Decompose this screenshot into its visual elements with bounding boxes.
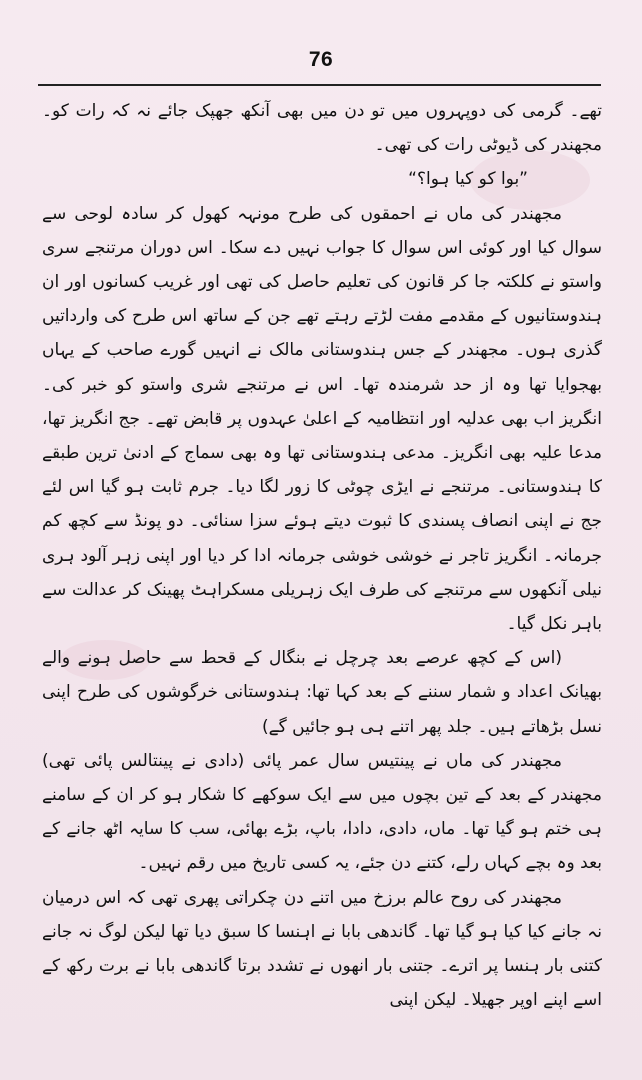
- paragraph: (اس کے کچھ عرصے بعد چرچل نے بنگال کے قحط سے حاصل ہونے والے بھیانک اعداد و شمار سننے کے بعد کہا تھا: ہندوستانی خرگوشوں کی طرح اپنی نسل بڑھاتے ہیں۔ جلد پھر اتنے ہی ہو جائیں گے): [42, 648, 602, 737]
- body-text: [42, 94, 602, 1017]
- paragraph: مجھندر کی ماں نے پینتیس سال عمر پائی (دادی نے پینتالس پائی تھی) مجھندر کے بعد کے تین بچوں میں سے ایک سوکھے کا شکار ہو کر ان کے سامنے ہی ختم ہو گیا تھا۔ ماں، دادی، دادا، باپ، بڑے بھائی، سب کا سایہ اٹھ جانے کے بعد وہ بچے کہاں رلے، کتنے دن جئے، یہ کسی تاریخ میں رقم نہیں۔: [42, 750, 602, 874]
- dialogue-line: ”بوا کو کیا ہوا؟“: [408, 169, 528, 190]
- paragraph: مجھندر کی روح عالم برزخ میں اتنے دن چکراتی پھری تھی کہ اس درمیان نہ جانے کیا کیا ہو گیا تھا۔ گاندھی بابا نے اہنسا کا سبق دیا تھا لیکن لوگ نہ جانے کتنی بار ہنسا پر اترے۔ جتنی بار انھوں نے تشدد برتا گاندھی بابا نے برت رکھ کے اسے اپنے اوپر جھیلا۔ لیکن اپنی: [42, 887, 602, 1011]
- paragraph: تھے۔ گرمی کی دوپہروں میں تو دن میں بھی آنکھ جھپک جائے نہ کہ رات کو۔ مجھندر کی ڈیوٹی رات کی تھی۔: [42, 101, 602, 156]
- paragraph: مجھندر کی ماں نے احمقوں کی طرح مونہہ کھول کر سادہ لوحی سے سوال کیا اور کوئی اس سوال کا جواب نہیں دے سکا۔ اس دوران مرتنجے سری واستو نے کلکتہ جا کر قانون کی تعلیم حاصل کی تھی اور غریب کسانوں اور ان ہندوستانیوں کے مقدمے مفت لڑتے رہتے تھے جن کے ساتھ اس طرح کی وارداتیں گذری ہوں۔ مجھندر کے جس ہندوستانی مالک نے انہیں گورے صاحب کے یہاں بھجوایا تھا وہ از حد شرمندہ تھا۔ اس نے مرتنجے شری واستو کو خبر کی۔ انگریز اب بھی عدلیہ اور انتظامیہ کے اعلیٰ عہدوں پر قابض تھے۔ جج انگریز تھا، مدعا علیہ بھی انگریز۔ مدعی ہندوستانی تھا وہ بھی سماج کے ادنیٰ ترین طبقے کا ہندوستانی۔ مرتنجے نے ایڑی چوٹی کا زور لگا دیا۔ جرم ثابت ہو گیا اس لئے جج نے اپنی انصاف پسندی کا ثبوت دیتے ہوئے سزا سنائی۔ دو پونڈ سے کچھ کم جرمانہ۔ انگریز تاجر نے خوشی خوشی جرمانہ ادا کر دیا اور اپنی زہر آلود ہری نیلی آنکھوں سے مرتنجے کی طرف ایک زہریلی مسکراہٹ پھینک کر عدالت سے باہر نکل گیا۔: [42, 203, 602, 635]
- page-number: 76: [308, 48, 334, 71]
- header-rule: [38, 84, 601, 86]
